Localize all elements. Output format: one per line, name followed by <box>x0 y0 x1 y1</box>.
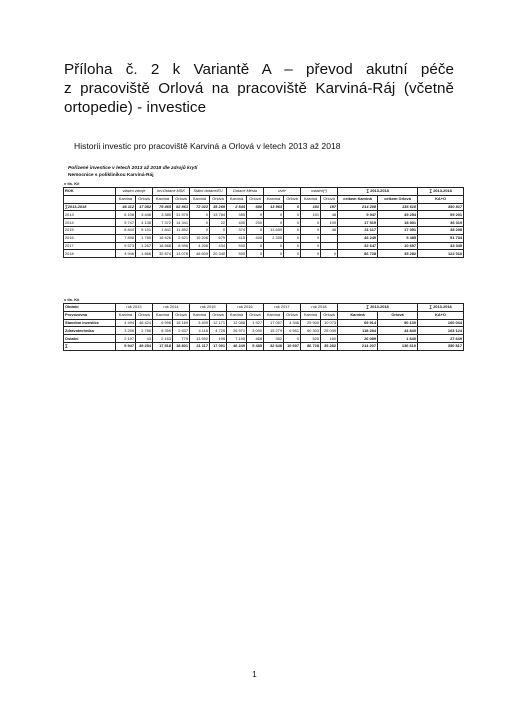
row-label: ∑ <box>64 342 116 350</box>
table-cell: 214 207 <box>338 342 378 350</box>
table-cell: 2 163 <box>153 335 173 343</box>
table-cell: 0 <box>284 226 301 234</box>
column-subheader: Karviná <box>153 311 173 319</box>
table-cell: 2 637 <box>173 327 190 335</box>
table-cell: 69 914 <box>338 319 378 327</box>
table-cell: 18 801 <box>378 219 418 227</box>
table-cell: 82 861 <box>173 203 190 211</box>
document-subtitle: Historii investic pro pracoviště Karviná a Orlová v letech 2013 až 2018 <box>74 141 341 151</box>
table-cell: 500 <box>227 242 247 250</box>
table-cell: 1 927 <box>247 319 264 327</box>
table-cell: 38 208 <box>418 226 464 234</box>
table-cell: 48 <box>321 226 338 234</box>
column-subheader: Karviná <box>301 195 321 203</box>
column-subheader: Karviná <box>153 195 173 203</box>
table-cell: 500 <box>227 250 247 258</box>
table-cell: 355 <box>227 211 247 219</box>
table-cell: 10 697 <box>378 242 418 250</box>
table-cell: 350 817 <box>418 342 464 350</box>
table-row <box>64 335 464 343</box>
table-cell: 21 117 <box>190 342 210 350</box>
column-header: rok 2016 <box>227 304 264 312</box>
table-cell: 22 <box>210 219 227 227</box>
table-cell: 679 <box>210 234 227 242</box>
table-cell: 25 900 <box>301 319 321 327</box>
heading-line-1: Příloha č. 2 k Variantě A – převod akutní péče <box>64 61 454 78</box>
table-cell: 6 996 <box>153 319 173 327</box>
table-cell: 8 844 <box>116 226 136 234</box>
table-cell: 680 <box>247 203 264 211</box>
column-subheader: Karviná <box>227 195 247 203</box>
table-cell: 2 621 <box>173 234 190 242</box>
table-cell: 6 108 <box>116 211 136 219</box>
table-cell: 9 747 <box>116 219 136 227</box>
table-cell: 3 409 <box>190 319 210 327</box>
table-cell: 17 057 <box>264 319 284 327</box>
table-cell: 400 <box>227 219 247 227</box>
column-subheader: Provozovna <box>64 311 116 319</box>
column-subheader: Orlová <box>210 195 227 203</box>
table-cell: 13 963 <box>264 203 284 211</box>
column-subheader: Karviná <box>338 311 378 319</box>
table-cell: 3 385 <box>153 211 173 219</box>
table-cell: 4 116 <box>190 327 210 335</box>
table-cell: 0 <box>210 226 227 234</box>
table-cell: 3 090 <box>247 327 264 335</box>
table-cell: 5 191 <box>136 226 153 234</box>
table-cell: 0 <box>247 211 264 219</box>
column-header: ∑ 2013-2018 <box>418 304 464 312</box>
table-cell: 15 169 <box>173 319 190 327</box>
table-cell: 1 267 <box>136 242 153 250</box>
column-subheader: Orlová <box>321 311 338 319</box>
table-cell: 86 728 <box>301 342 321 350</box>
table-subheader-row <box>64 311 464 319</box>
table-cell: 46 112 <box>116 203 136 211</box>
table-cell: 0 <box>284 203 301 211</box>
column-header: úvěr <box>264 188 301 196</box>
table-row <box>64 226 464 234</box>
column-header: ∑ 2013-2018 <box>338 188 418 196</box>
table-cell: 35 282 <box>321 342 338 350</box>
table-cell: 200 <box>247 219 264 227</box>
heading-line-3: ortopedie) - investice <box>64 99 207 116</box>
table-cell: 5 485 <box>247 342 264 350</box>
column-subheader: Karviná <box>116 195 136 203</box>
column-header: rok 2018 <box>301 304 338 312</box>
table-cell: 44 840 <box>378 327 418 335</box>
column-subheader: KA+O <box>418 195 464 203</box>
document-heading <box>64 60 454 117</box>
table-row <box>64 211 464 219</box>
table-cell: 0 <box>264 250 284 258</box>
column-subheader: Orlová <box>173 311 190 319</box>
table-total-row <box>64 342 464 350</box>
table-cell: 0 <box>190 211 210 219</box>
table-cell: 352 <box>264 335 284 343</box>
table-cell: 350 817 <box>418 203 464 211</box>
table-cell: 0 <box>247 250 264 258</box>
table-cell: 4 138 <box>136 219 153 227</box>
column-subheader: Orlová <box>247 195 264 203</box>
table-cell: 60 303 <box>301 327 321 335</box>
table-cell: 0 <box>264 211 284 219</box>
row-label: 2017 <box>64 242 116 250</box>
column-subheader: Orlová <box>284 311 301 319</box>
table-cell: 160 044 <box>418 319 464 327</box>
page-number: 1 <box>252 670 257 679</box>
table-cell: 17 091 <box>210 342 227 350</box>
table-cell: 32 647 <box>338 242 378 250</box>
table-cell: 122 010 <box>418 250 464 258</box>
table-cell: 13 784 <box>210 211 227 219</box>
table-cell: 79 465 <box>153 203 173 211</box>
table-cell: 7 372 <box>153 219 173 227</box>
row-label: Zdravotechnika <box>64 327 116 335</box>
table-cell: 0 <box>301 242 321 250</box>
table-cell: 13 076 <box>173 250 190 258</box>
column-header: ∑ 2013-2018 <box>418 188 464 196</box>
table-cell: 7 898 <box>116 234 136 242</box>
table-cell: 18 568 <box>153 242 173 250</box>
table-cell: 43 <box>136 335 153 343</box>
table-cell: 17 082 <box>136 203 153 211</box>
column-header: Dotace Města <box>227 188 264 196</box>
column-subheader: Karviná <box>227 311 247 319</box>
table-cell: 26 971 <box>227 327 247 335</box>
column-subheader: Orlová <box>136 311 153 319</box>
table-cell: 0 <box>284 250 301 258</box>
column-subheader: KA+O <box>418 311 464 319</box>
table-cell: 0 <box>190 226 210 234</box>
table-cell: 8 359 <box>153 327 173 335</box>
column-subheader: celkem Orlová <box>378 195 418 203</box>
table-cell: 0 <box>301 250 321 258</box>
table-cell: 12 171 <box>210 319 227 327</box>
row-label: 2013 <box>64 211 116 219</box>
column-subheader: Orlová <box>321 195 338 203</box>
table-cell: 9 947 <box>338 211 378 219</box>
investment-types-table <box>63 303 464 351</box>
table-cell: 0 <box>301 234 321 242</box>
table-cell: 2 305 <box>264 234 284 242</box>
table-row <box>64 242 464 250</box>
table-cell: 4 346 <box>284 319 301 327</box>
table-cell: 0 <box>284 211 301 219</box>
column-header: rok 2015 <box>190 304 227 312</box>
table-cell: 197 <box>321 203 338 211</box>
table-cell: 3 256 <box>116 327 136 335</box>
row-label: 2015 <box>64 226 116 234</box>
table-cell: 214 208 <box>338 203 378 211</box>
column-subheader: Orlová <box>378 311 418 319</box>
table-cell: 86 728 <box>338 250 378 258</box>
table-cell: 4 946 <box>116 250 136 258</box>
table-subheader-row <box>64 195 464 203</box>
table-cell: 19 206 <box>190 234 210 242</box>
table-cell: 4 494 <box>116 319 136 327</box>
table-cell: 11 852 <box>173 226 190 234</box>
table-cell: 109 <box>321 219 338 227</box>
table-cell: 27 649 <box>418 335 464 343</box>
table-cell: 195 <box>210 335 227 343</box>
column-subheader: Orlová <box>247 311 264 319</box>
empty-cell <box>64 195 116 203</box>
unit-label-2: v tis. Kč <box>64 297 80 302</box>
column-header: ROK <box>64 188 116 196</box>
table-cell: 9 947 <box>116 342 136 350</box>
table-cell: 0 <box>284 335 301 343</box>
unit-label-1: v tis. Kč <box>64 181 80 186</box>
row-label: ∑2013-2018 <box>64 203 116 211</box>
table-cell: 0 <box>301 219 321 227</box>
investment-sources-table <box>63 187 464 258</box>
column-header: rok 2014 <box>153 304 190 312</box>
table-cell: 51 734 <box>418 234 464 242</box>
table-cell: 0 <box>321 250 338 258</box>
table-cell: 46 424 <box>136 319 153 327</box>
table-header-row <box>64 304 464 312</box>
table-cell: 17 091 <box>378 226 418 234</box>
heading-line-2: z pracoviště Orlová na pracoviště Karviná-Ráj (včetně <box>64 80 454 97</box>
column-subheader: Orlová <box>173 195 190 203</box>
table-cell: 32 874 <box>153 250 173 258</box>
table-cell: 14 341 <box>173 219 190 227</box>
table-cell: 31 975 <box>173 211 190 219</box>
table-cell: 18 801 <box>173 342 190 350</box>
table-cell: 4 206 <box>190 242 210 250</box>
table-cell: 101 <box>301 211 321 219</box>
table-row <box>64 250 464 258</box>
table-row <box>64 327 464 335</box>
row-label: 2014 <box>64 219 116 227</box>
column-header: ∑ 2013-2018 <box>338 304 418 312</box>
column-header: Období <box>64 304 116 312</box>
table-cell: 90 130 <box>378 319 418 327</box>
column-header: ostatní(*) <box>301 188 338 196</box>
column-header: rok 2017 <box>264 304 301 312</box>
table-cell: 25 049 <box>321 327 338 335</box>
table-cell: 136 610 <box>378 342 418 350</box>
table-cell: 10 073 <box>321 319 338 327</box>
hospital-name: Nemocnice s poliklinikou Karviná-Ráj <box>68 173 154 178</box>
table-cell: 136 610 <box>378 203 418 211</box>
column-subheader: celkem Karviná <box>338 195 378 203</box>
table-cell: 2 197 <box>116 335 136 343</box>
column-subheader: Karviná <box>190 311 210 319</box>
column-subheader: Karviná <box>301 311 321 319</box>
table-cell: 118 284 <box>338 327 378 335</box>
column-subheader: Karviná <box>264 195 284 203</box>
table-cell: 17 518 <box>153 342 173 350</box>
table-row <box>64 319 464 327</box>
table-cell: 17 519 <box>338 219 378 227</box>
column-header: Státní dotace/EU <box>190 188 227 196</box>
table-cell: 0 <box>247 242 264 250</box>
column-header: vlastní zdroje <box>116 188 153 196</box>
table-cell: 163 124 <box>418 327 464 335</box>
table-cell: 2 788 <box>136 327 153 335</box>
table-cell: 0 <box>284 234 301 242</box>
table-cell <box>321 234 338 242</box>
table-cell: 15 279 <box>264 327 284 335</box>
table-cell: 1 785 <box>136 234 153 242</box>
table-cell: 35 282 <box>378 250 418 258</box>
table-sum-row <box>64 203 464 211</box>
table-cell: 3 446 <box>136 211 153 219</box>
table-cell: 48 <box>321 211 338 219</box>
table-cell: 2 544 <box>227 203 247 211</box>
table-header-row <box>64 188 464 196</box>
table-cell: 160 <box>321 335 338 343</box>
table-cell: 16 426 <box>153 234 173 242</box>
table-cell: 374 <box>227 226 247 234</box>
table-cell: 13 592 <box>190 335 210 343</box>
table-cell: 12 088 <box>227 319 247 327</box>
column-subheader: Karviná <box>264 311 284 319</box>
table-cell: 1 640 <box>378 335 418 343</box>
table-cell: 9 573 <box>116 242 136 250</box>
row-label: 2018 <box>64 250 116 258</box>
column-header: Inv.Dotace MSK <box>153 188 190 196</box>
table-cell: 11 659 <box>264 226 284 234</box>
table-cell: 35 269 <box>210 203 227 211</box>
table-cell: 43 345 <box>418 242 464 250</box>
column-subheader: Orlová <box>210 311 227 319</box>
table-cell: 400 <box>247 234 264 242</box>
row-label: 2016 <box>64 234 116 242</box>
table-cell: 0 <box>247 226 264 234</box>
row-label: Ostatní <box>64 335 116 343</box>
column-subheader: Orlová <box>136 195 153 203</box>
table-cell: 72 022 <box>190 203 210 211</box>
table-row <box>64 219 464 227</box>
table-cell: 6 551 <box>284 327 301 335</box>
table-cell: 8 996 <box>173 242 190 250</box>
column-subheader: Karviná <box>190 195 210 203</box>
table-cell: 1 666 <box>136 250 153 258</box>
table-cell: 20 340 <box>210 250 227 258</box>
table-cell <box>321 242 338 250</box>
table-row <box>64 234 464 242</box>
table-cell: 7 190 <box>227 335 247 343</box>
table-cell: 0 <box>264 219 284 227</box>
table-cell: 48 609 <box>190 250 210 258</box>
table-cell: 49 254 <box>378 211 418 219</box>
table-caption: Pořízené investice v letech 2013 až 2018 dle zdrojů krytí <box>68 166 198 171</box>
table-cell: 49 254 <box>136 342 153 350</box>
table-cell: 32 648 <box>264 342 284 350</box>
table-cell: 4 725 <box>210 327 227 335</box>
table-cell: 0 <box>284 219 301 227</box>
table-cell: 59 201 <box>418 211 464 219</box>
column-header: rok 2013 <box>116 304 153 312</box>
table-cell: 0 <box>264 242 284 250</box>
table-cell: 10 697 <box>284 342 301 350</box>
table-cell: 1 841 <box>153 226 173 234</box>
table-cell: 415 <box>227 234 247 242</box>
table-cell: 46 249 <box>338 234 378 242</box>
table-cell: 181 <box>301 203 321 211</box>
table-cell: 5 485 <box>378 234 418 242</box>
table-cell: 36 319 <box>418 219 464 227</box>
table-cell: 0 <box>284 242 301 250</box>
table-cell: 26 089 <box>338 335 378 343</box>
table-cell: 468 <box>247 335 264 343</box>
table-cell: 775 <box>173 335 190 343</box>
row-label: Stavební investice <box>64 319 116 327</box>
table-cell: 525 <box>301 335 321 343</box>
table-cell: 0 <box>301 226 321 234</box>
column-subheader: Orlová <box>284 195 301 203</box>
column-subheader: Karviná <box>116 311 136 319</box>
table-cell: 0 <box>190 219 210 227</box>
table-cell: 434 <box>210 242 227 250</box>
table-cell: 21 117 <box>338 226 378 234</box>
table-cell: 46 249 <box>227 342 247 350</box>
